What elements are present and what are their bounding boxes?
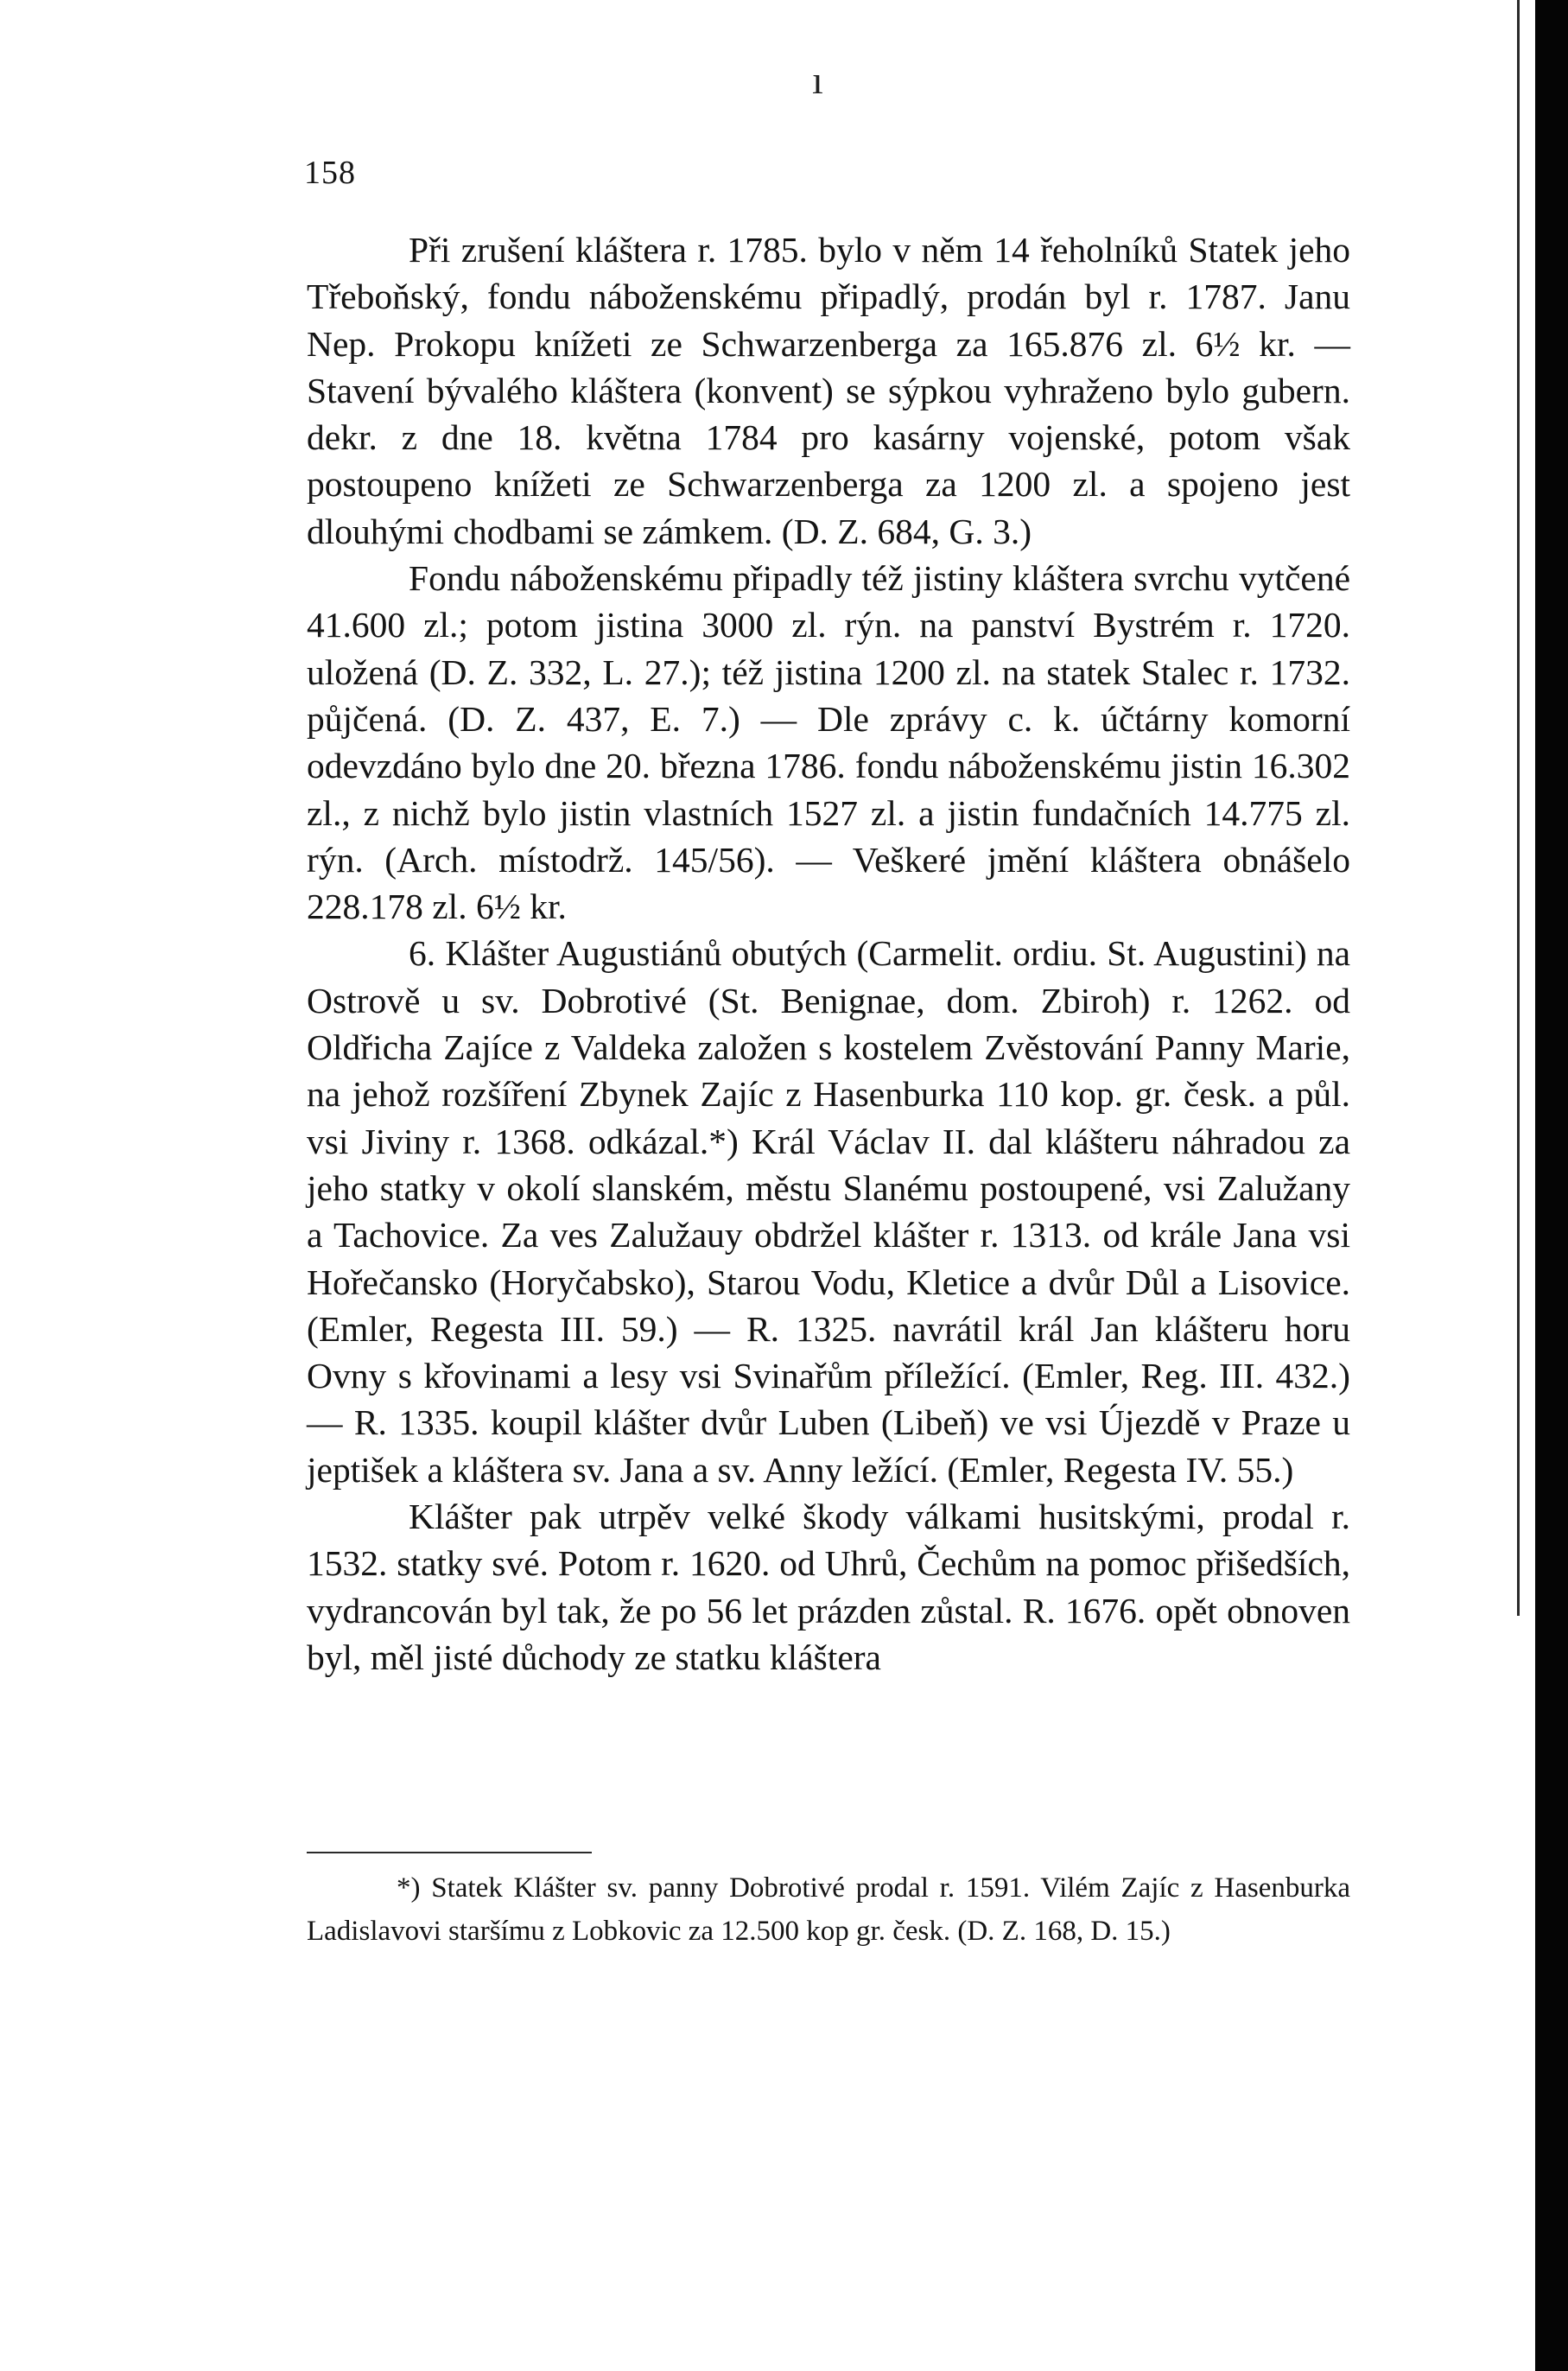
paragraph-3: 6. Klášter Augustiánů obutých (Carmelit. ordiu. St. Augustini) na Ostrově u sv. Dobrotivé (St. Benignae, dom. Zbiroh) r. 1262. od Oldřicha Zajíce z Valdeka založen s kostelem Zvěstování Panny Marie, na jehož rozšíření Zbynek Zajíc z Hasenburka 110 kop. gr. česk. a půl. vsi Jiviny r. 1368. odkázal.*) Král Václav II. dal klášteru náhradou za jeho statky v okolí slanském, městu Slanému postoupené, vsi Zalužany a Tachovice. Za ves Zalužauy obdržel klášter r. 1313. od krále Jana vsi Hořečansko (Horyčabsko), Starou Vodu, Kletice a dvůr Důl a Lisovice. (Emler, Regesta III. 59.) — R. 1325. navrátil král Jan klášteru horu Ovny s křovinami a lesy vsi Svinařům příležící. (Emler, Reg. III. 432.) — R. 1335. koupil klášter dvůr Luben (Libeň) ve vsi Újezdě v Praze u jeptišek a kláštera sv. Jana a sv. Anny ležící. (Emler, Regesta IV. 55.) (307, 933, 1350, 1490)
main-text (307, 226, 1350, 1681)
footnote-marker: *) (397, 1872, 421, 1904)
paragraph-1: Při zrušení kláštera r. 1785. bylo v něm 14 řeholníků Statek jeho Třeboňský, fondu náboženskému připadlý, prodán byl r. 1787. Janu Nep. Prokopu knížeti ze Schwarzenberga za 165.876 zl. 6½ kr. — Stavení bývalého kláštera (konvent) se sýpkou vyhraženo bylo gubern. dekr. z dne 18. května 1784 pro kasárny vojenské, potom však postoupeno knížeti ze Schwarzenberga za 1200 zl. a spojeno jest dlouhými chodbami se zámkem. (D. Z. 684, G. 3.) (307, 230, 1350, 551)
scan-artifact-mark: ı (812, 58, 823, 102)
footnote-text: Statek Klášter sv. panny Dobrotivé prodal r. 1591. Vilém Zajíc z Hasenburka Ladislavovi staršímu z Lobkovic za 12.500 kop gr. česk. (D. Z. 168, D. 15.) (307, 1872, 1350, 1947)
paragraph-4: Klášter pak utrpěv velké škody válkami husitskými, prodal r. 1532. statky své. Potom r. 1620. od Uhrů, Čechům na pomoc přišedších, vydrancován byl tak, že po 56 let prázden zůstal. R. 1676. opět obnoven byl, měl jisté důchody ze statku kláštera (307, 1497, 1350, 1677)
scan-edge-line (1517, 0, 1520, 1616)
paragraph-2: Fondu náboženskému připadly též jistiny kláštera svrchu vytčené 41.600 zl.; potom jistina 3000 zl. rýn. na panství Bystrém r. 1720. uložená (D. Z. 332, L. 27.); též jistina 1200 zl. na statek Stalec r. 1732. půjčená. (D. Z. 437, E. 7.) — Dle zprávy c. k. účtárny komorní odevzdáno bylo dne 20. března 1786. fondu náboženskému jistin 16.302 zl., z nichž bylo jistin vlastních 1527 zl. a jistin fundačních 14.775 zl. rýn. (Arch. místodrž. 145/56). — Veškeré jmění kláštera obnášelo 228.178 zl. 6½ kr. (307, 558, 1350, 927)
footnote-rule (307, 1852, 592, 1853)
page-number: 158 (304, 155, 356, 191)
footnote (307, 1866, 1350, 1953)
scan-edge (1535, 0, 1568, 2371)
